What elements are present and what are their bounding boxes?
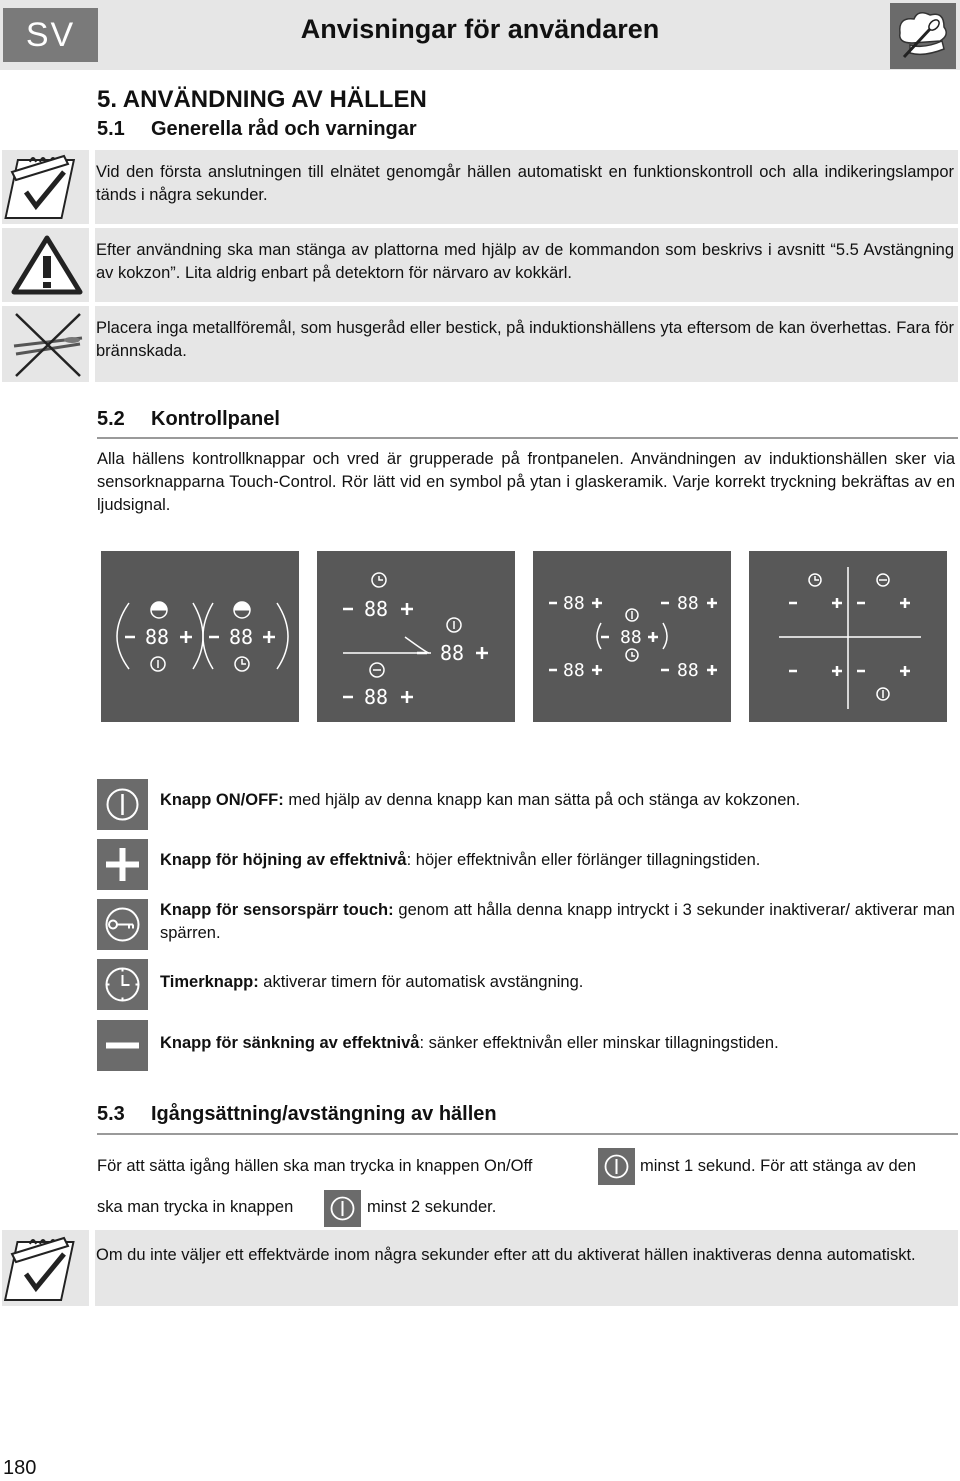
timer-icon	[97, 959, 148, 1010]
subsection-5-2-heading	[97, 408, 280, 431]
note-text: Om du inte väljer ett effektvärde inom några sekunder efter att du aktiverat hällen inaktiveras denna automatiskt.	[96, 1246, 916, 1264]
control-panel-variant-1	[101, 551, 299, 722]
button-description-lock: Knapp för sensorspärr touch: genom att hålla denna knapp intryckt i 3 sekunder inaktiverar/ aktiverar man spärren.	[160, 901, 955, 942]
note-pencil-icon	[2, 1230, 89, 1306]
header-title: Anvisningar för användaren	[300, 14, 660, 44]
power-icon	[324, 1190, 361, 1227]
divider	[97, 1133, 958, 1135]
power-icon	[97, 779, 148, 830]
prohibition-text: Placera inga metallföremål, som husgeråd eller bestick, på induktionshällens yta eftersom de kan överhettas. Fara för brännskada.	[96, 319, 954, 360]
subsection-title: Kontrollpanel	[151, 408, 280, 430]
power-icon	[598, 1148, 635, 1185]
warning-text: Efter användning ska man stänga av plattorna med hjälp av de kommandon som beskrivs i avsnitt “5.5 Avstängning av kokzon”. Lita aldrig enbart på detektorn för närvaro av kokkärl.	[96, 241, 954, 282]
startup-text-2a: ska man trycka in knappen	[97, 1198, 294, 1216]
control-panel-text: Alla hällens kontrollknappar och vred är grupperade på frontpanelen. Användningen av induktionshällen sker via sensorknapparna Touch-Control. Rör lätt vid en symbol på ytan i glaskeramik. Varje korrekt tryckning bekräftas av en ljudsignal.	[97, 450, 955, 514]
subsection-title: Igångsättning/avstängning av hällen	[151, 1103, 497, 1125]
control-panel-variant-2	[317, 551, 515, 722]
note-pencil-icon	[2, 150, 89, 224]
warning-triangle-icon	[2, 228, 89, 302]
startup-text-2b: minst 2 sekunder.	[367, 1198, 497, 1216]
minus-icon	[97, 1020, 148, 1071]
chef-logo-icon	[890, 3, 956, 69]
no-cutlery-icon	[2, 306, 89, 382]
control-panel-variant-4	[749, 551, 947, 722]
page-number: 180	[3, 1457, 37, 1479]
power-display: 88	[229, 625, 254, 649]
power-display: 88	[563, 660, 585, 681]
button-description-timer: Timerknapp: aktiverar timern för automatisk avstängning.	[160, 973, 584, 991]
subsection-5-3-heading	[97, 1103, 497, 1126]
prohibition-box	[2, 306, 958, 382]
warning-box	[2, 228, 958, 302]
subsection-title: Generella råd och varningar	[151, 118, 417, 140]
divider	[97, 437, 958, 439]
button-description-power: Knapp ON/OFF: med hjälp av denna knapp kan man sätta på och stänga av kokzonen.	[160, 791, 801, 809]
power-display: 88	[364, 685, 389, 709]
subsection-5-1-heading	[97, 118, 417, 141]
power-display: 88	[620, 627, 642, 648]
section-title: 5. ANVÄNDNING AV HÄLLEN	[97, 86, 427, 113]
language-badge: SV	[3, 8, 98, 62]
startup-text-1b: minst 1 sekund. För att stänga av den	[640, 1157, 917, 1175]
plus-icon	[97, 839, 148, 890]
power-display: 88	[563, 593, 585, 614]
button-description-minus: Knapp för sänkning av effektnivå: sänker effektnivån eller minskar tillagningstiden.	[160, 1034, 779, 1052]
power-display: 88	[145, 625, 170, 649]
power-display: 88	[364, 597, 389, 621]
subsection-number: 5.2	[97, 408, 125, 430]
subsection-number: 5.1	[97, 118, 125, 140]
control-panel-variant-3	[533, 551, 731, 722]
note-box	[2, 150, 958, 224]
button-description-plus: Knapp för höjning av effektnivå: höjer effektnivån eller förlänger tillagningstiden.	[160, 851, 761, 869]
key-lock-icon	[97, 899, 148, 950]
power-display: 88	[677, 660, 699, 681]
power-display: 88	[440, 641, 465, 665]
note-text: Vid den första anslutningen till elnätet genomgår hällen automatiskt en funktionskontroll och alla indikeringslampor tänds i några sekunder.	[96, 163, 954, 204]
note-box	[2, 1230, 958, 1306]
subsection-number: 5.3	[97, 1103, 125, 1125]
startup-text-1a: För att sätta igång hällen ska man trycka in knappen On/Off	[97, 1157, 533, 1175]
power-display: 88	[677, 593, 699, 614]
